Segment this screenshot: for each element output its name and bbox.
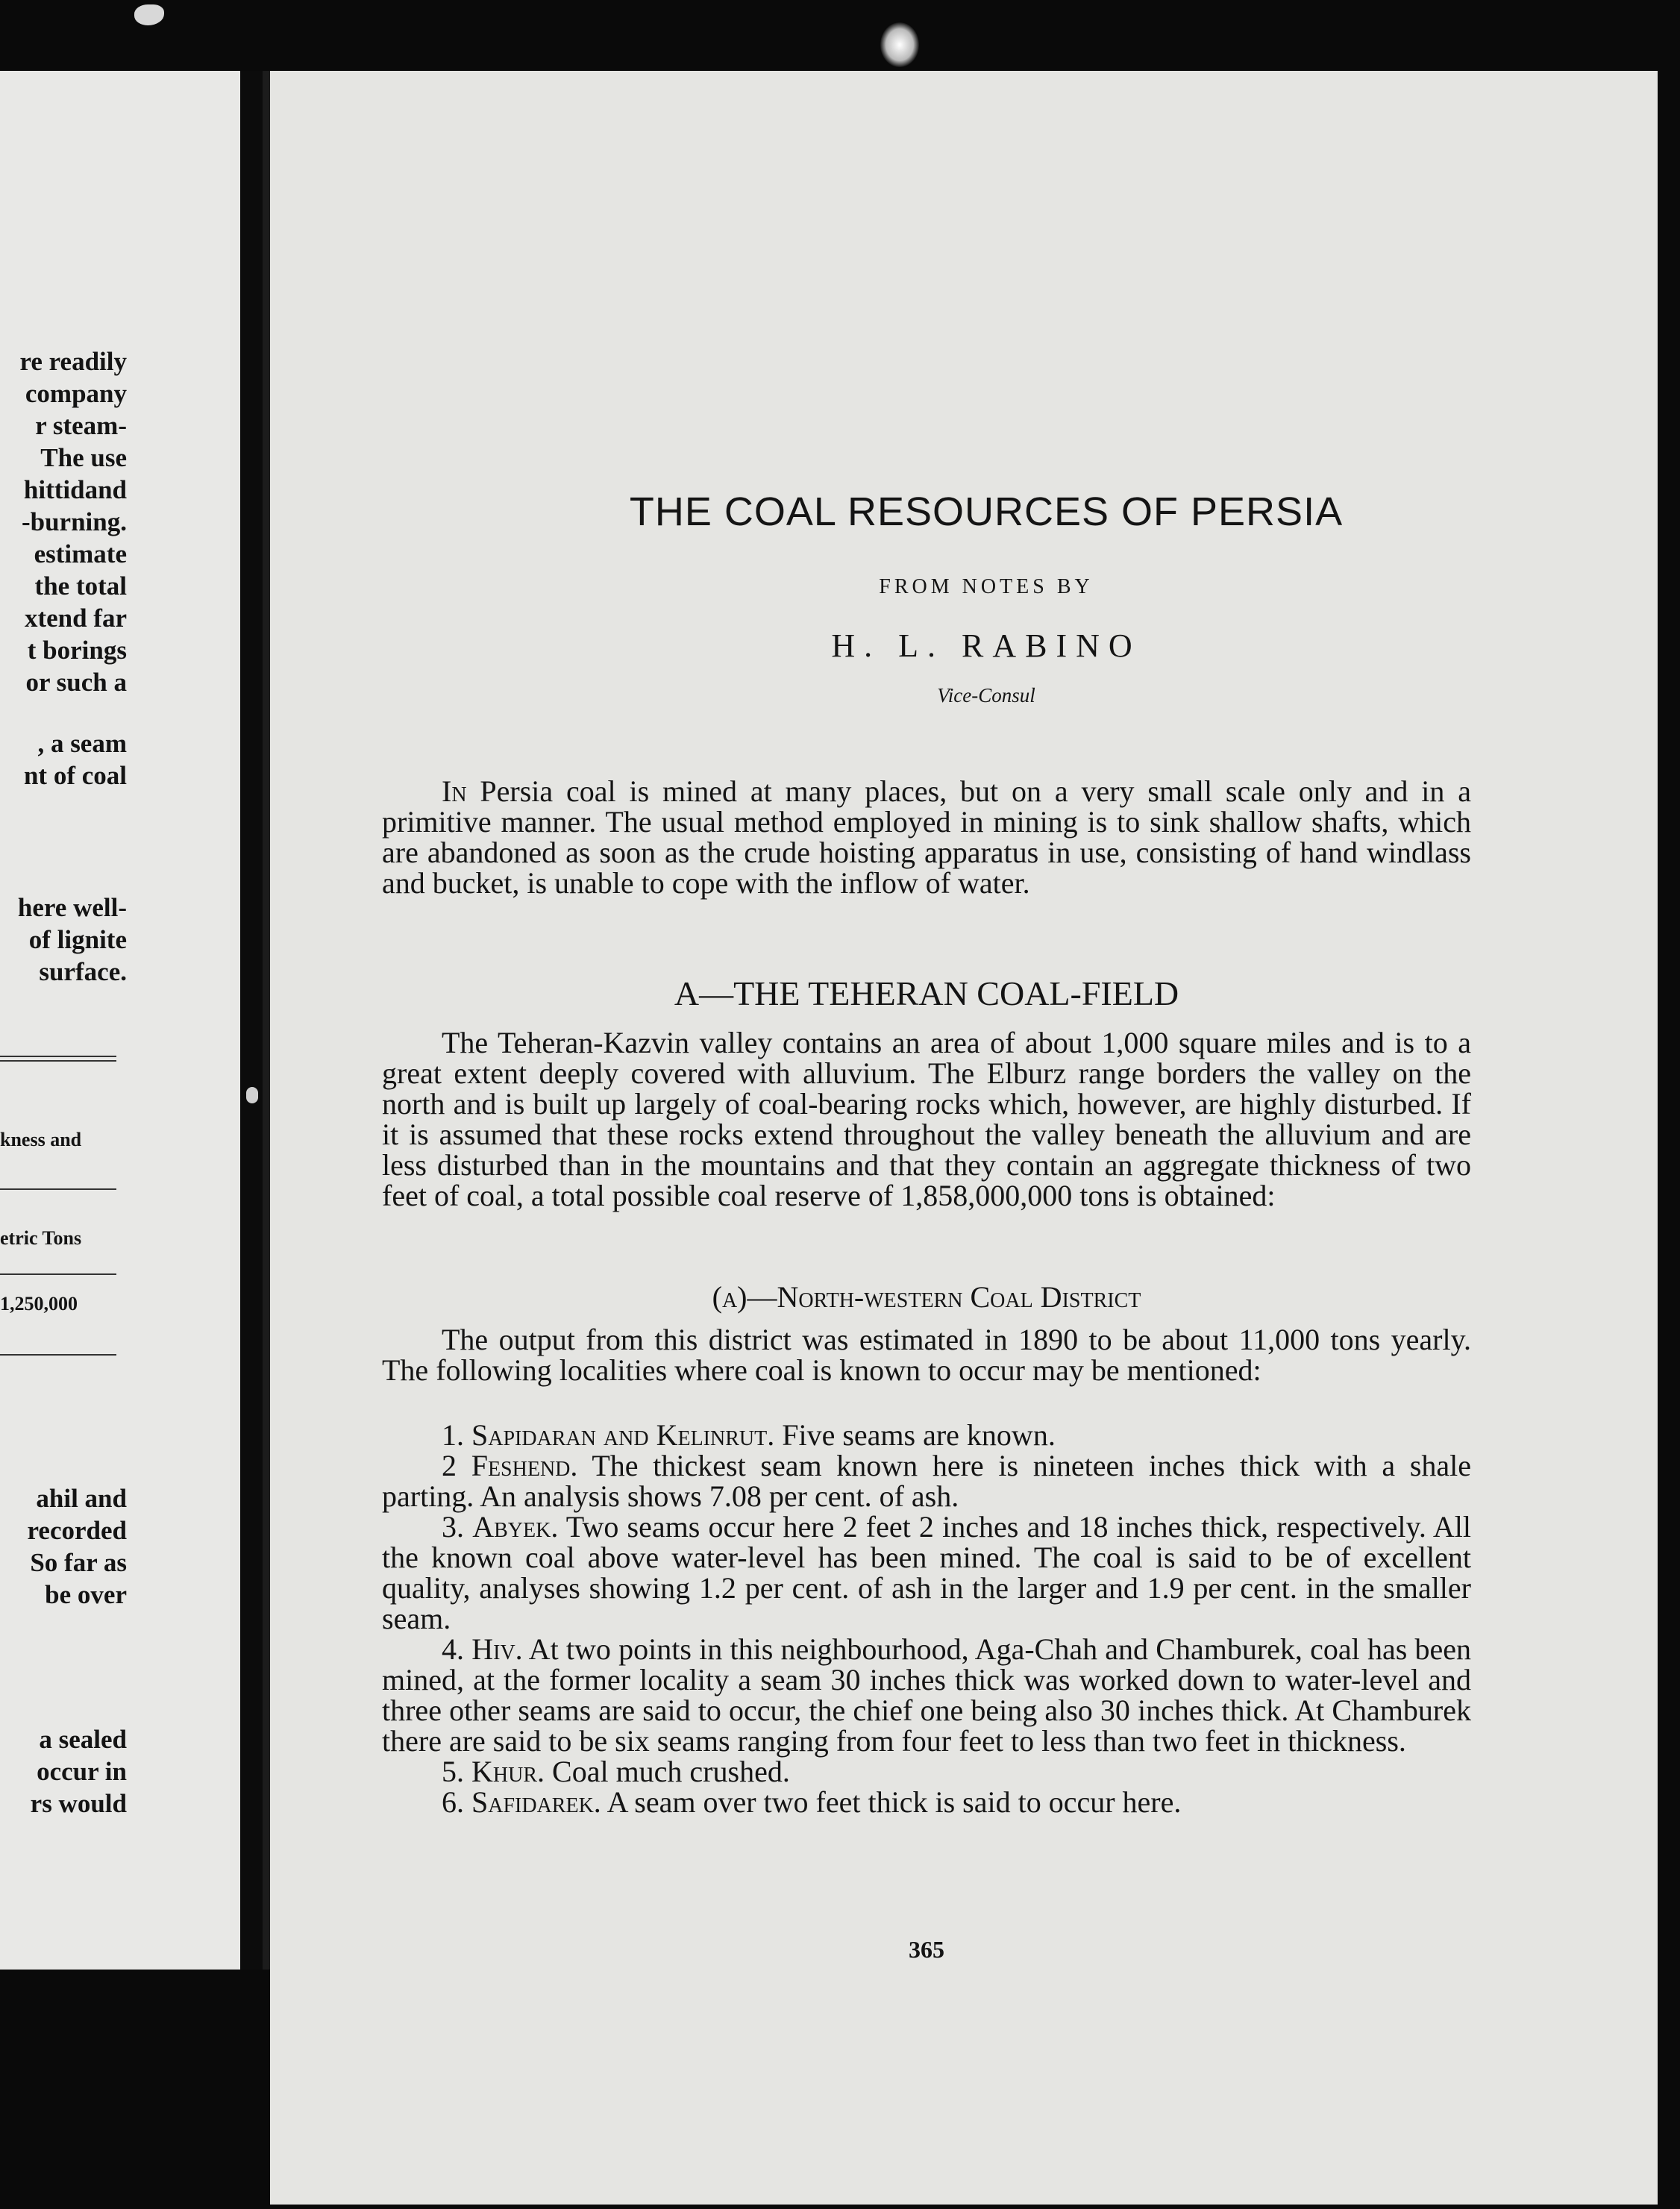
- page-gutter: [240, 71, 264, 1970]
- table-rule-mid: [0, 1188, 116, 1190]
- intro-lead: In: [442, 774, 467, 808]
- gutter-edge: [263, 71, 270, 1970]
- article-title: THE COAL RESOURCES OF PERSIA: [629, 489, 1344, 534]
- section-heading: A—THE TEHERAN COAL-FIELD: [674, 974, 1179, 1012]
- left-text-block-e: a sealed occur in rs would: [30, 1725, 127, 1818]
- section-paragraph: The Teheran-Kazvin valley contains an area of about 1,000 square miles and is to a great extent deeply covered with alluvium. The Elburz range borders the valley on the north and is built up largely of coal-bearing rocks which, however, are highly disturbed. If it is assumed that these rocks extend throughout the valley beneath the alluvium and are less disturbed than in the mountains and that they contain an aggregate thickness of two feet of coal, a total possible coal reserve of 1,858,000,000 tons is obtained:: [382, 1026, 1471, 1212]
- list-item: 2 Feshend. The thickest seam known here is nineteen inches thick with a shale parting. An analysis shows 7.08 per cent. of ash.: [382, 1449, 1471, 1513]
- intro-paragraph: [382, 776, 1471, 898]
- left-text-block-b: , a seam nt of coal: [23, 729, 127, 790]
- table-header-2: etric Tons: [0, 1227, 82, 1249]
- light-glare: [880, 22, 919, 67]
- table-rule-top: [0, 1056, 116, 1057]
- left-page-fragment: [0, 71, 240, 1970]
- left-text-block-a: re readily company r steam- The use hittidand -burning. estimate the total xtend far t borings or such a: [19, 347, 127, 697]
- film-speck: [134, 4, 164, 25]
- page-number: 365: [909, 1936, 944, 1963]
- left-text-block-d: ahil and recorded So far as be over: [27, 1484, 127, 1609]
- table-header-1: kness and: [0, 1129, 82, 1150]
- list-item: 5. Khur. Coal much crushed.: [442, 1755, 790, 1788]
- left-text-block-c: here well- of lignite surface.: [17, 893, 127, 986]
- subsection-paragraph: The output from this district was estimated in 1890 to be about 11,000 tons yearly. The following localities where coal is known to occur may be mentioned:: [382, 1323, 1471, 1387]
- list-item: 1. Sapidaran and Kelinrut. Five seams are known.: [442, 1418, 1056, 1452]
- article-page: [270, 71, 1658, 2205]
- author-name: H. L. RABINO: [831, 627, 1141, 664]
- table-value: 1,250,000: [0, 1293, 78, 1315]
- author-role: Vice-Consul: [937, 684, 1035, 706]
- locality-list: [382, 1420, 1471, 1817]
- list-item: 4. Hiv. At two points in this neighbourhood, Aga-Chah and Chamburek, coal has been mined, at the former locality a seam 30 inches thick was worked down to water-level and three other seams are said to occur, the chief one being also 30 inches thick. At Chamburek there are said to be six seams ranging from four feet to less than two feet in thickness.: [382, 1632, 1472, 1758]
- from-notes-line: FROM NOTES BY: [879, 575, 1094, 598]
- table-rule-bottom: [0, 1354, 116, 1356]
- list-item: 3. Abyek. Two seams occur here 2 feet 2 inches and 18 inches thick, respectively. All the known coal above water-level has been mined. The coal is said to be of excellent quality, analyses showing 1.2 per cent. of ash in the larger and 1.9 per cent. in the smaller seam.: [382, 1510, 1472, 1635]
- list-item: 6. Safidarek. A seam over two feet thick is said to occur here.: [442, 1785, 1182, 1819]
- table-rule-header: [0, 1273, 116, 1275]
- binding-mark: [246, 1087, 258, 1103]
- table-rule-top-double: [0, 1060, 116, 1062]
- intro-text: Persia coal is mined at many places, but on a very small scale only and in a primitive manner. The usual method employed in mining is to sink shallow shafts, which are abandoned as soon as the crude hoisting apparatus in use, consisting of hand windlass and bucket, is unable to cope with the inflow of water.: [382, 774, 1471, 900]
- subsection-heading: (a)—North-western Coal District: [712, 1280, 1141, 1314]
